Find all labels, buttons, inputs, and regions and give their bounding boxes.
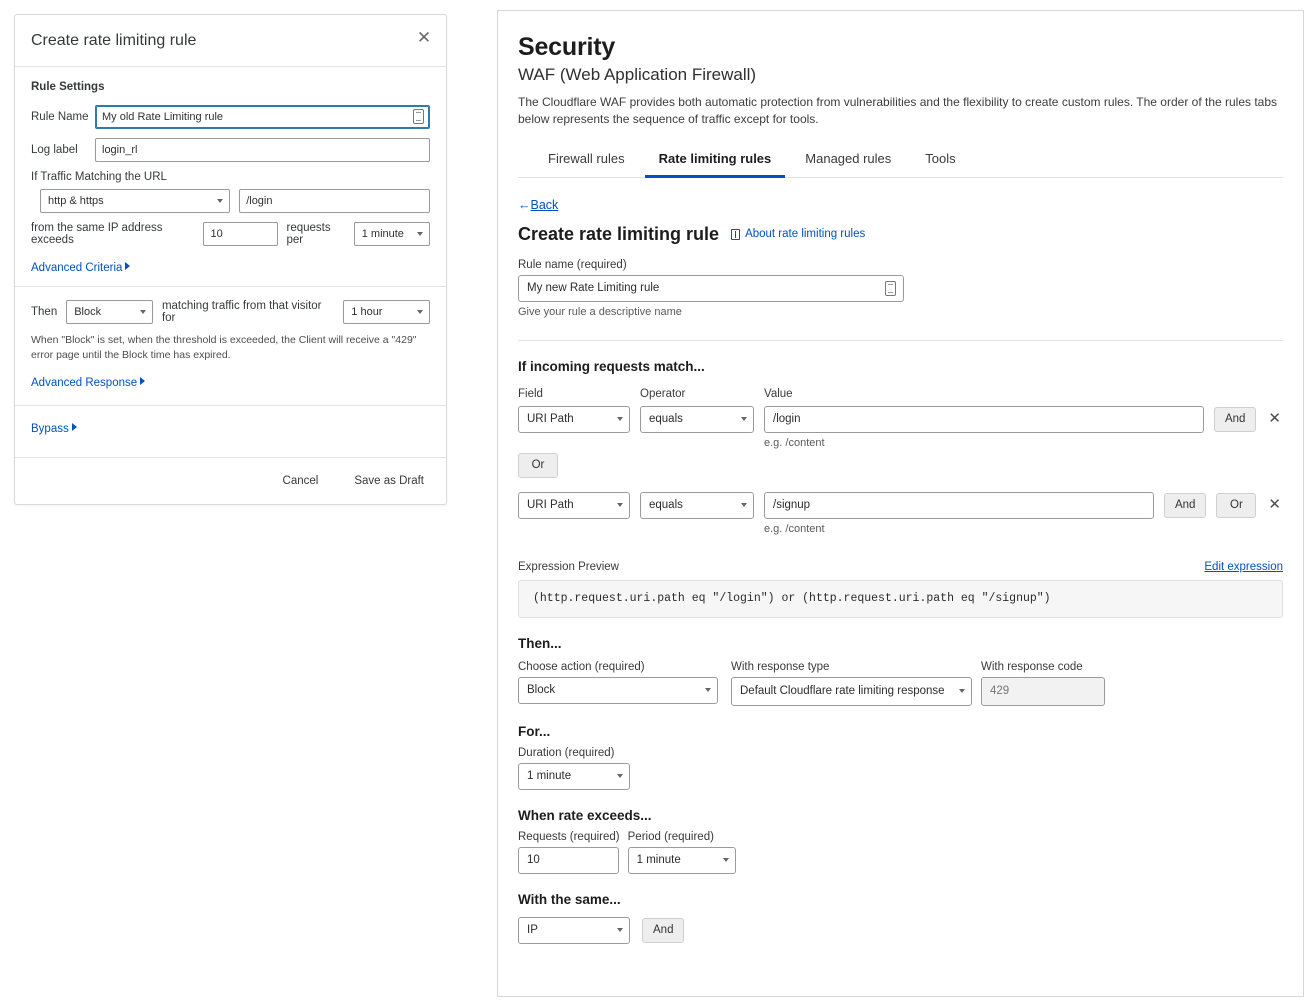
chevron-down-icon: [617, 928, 623, 932]
tab-managed-rules[interactable]: Managed rules: [805, 150, 892, 166]
threshold-row: [31, 222, 430, 246]
cancel-button[interactable]: Cancel: [277, 474, 325, 488]
chevron-down-icon: [417, 232, 423, 236]
password-manager-icon[interactable]: [413, 109, 424, 124]
rate-title: When rate exceeds...: [518, 807, 652, 823]
save-as-draft-button[interactable]: Save as Draft: [348, 474, 430, 488]
action-select[interactable]: [66, 300, 153, 324]
condition-1-value-helper: e.g. /content: [764, 436, 825, 449]
create-rule-title: Create rate limiting rule: [518, 223, 720, 244]
edit-expression-link[interactable]: Edit expression: [1204, 560, 1283, 573]
chevron-down-icon: [140, 310, 146, 314]
tab-firewall-rules[interactable]: Firewall rules: [548, 150, 625, 166]
chevron-down-icon: [723, 858, 729, 862]
then-label: Then: [31, 306, 58, 318]
waf-tabs: [518, 143, 1283, 178]
condition-2-remove-icon[interactable]: ✕: [1268, 495, 1281, 513]
divider: [15, 286, 446, 287]
legacy-modal-footer: [15, 457, 446, 504]
back-link[interactable]: ←Back: [518, 197, 559, 212]
advanced-criteria-link[interactable]: Advanced Criteria: [31, 262, 123, 274]
page-title: Security: [518, 33, 616, 61]
triangle-right-icon: [72, 423, 77, 431]
condition-row: [518, 492, 1283, 535]
legacy-modal-body: [15, 67, 446, 457]
advanced-response-link[interactable]: Advanced Response: [31, 377, 138, 390]
expression-preview-value: (http.request.uri.path eq "/login") or (http.request.uri.path eq "/signup"): [533, 592, 1051, 606]
url-match-row: [31, 189, 430, 213]
requests-input[interactable]: [518, 847, 619, 874]
scheme-select[interactable]: [40, 189, 230, 213]
period-value: 1 minute: [636, 854, 681, 867]
add-or-condition-button[interactable]: Or: [518, 453, 558, 478]
condition-row: [518, 406, 1283, 449]
duration-select[interactable]: [518, 763, 630, 790]
expression-preview-box: [518, 580, 1283, 618]
condition-1-operator-select[interactable]: [640, 406, 754, 433]
log-label-row: [31, 138, 430, 162]
period-label: Period (required): [627, 830, 714, 843]
with-same-title: With the same...: [518, 891, 621, 907]
about-rate-limiting-link[interactable]: [731, 228, 865, 240]
chevron-down-icon: [617, 417, 623, 421]
block-duration-select[interactable]: [343, 300, 430, 324]
tab-tools[interactable]: Tools: [925, 150, 956, 166]
url-input[interactable]: [239, 189, 430, 213]
period-select[interactable]: [354, 222, 430, 246]
then-row: [31, 300, 430, 324]
rule-name-input[interactable]: [95, 105, 430, 129]
for-title: For...: [518, 723, 551, 739]
rule-name-label: Rule Name: [31, 111, 89, 123]
action-label: Choose action (required): [518, 660, 645, 673]
characteristic-select[interactable]: [518, 917, 630, 944]
condition-2-or-button[interactable]: Or: [1216, 493, 1256, 518]
condition-2-operator-value: equals: [649, 499, 683, 512]
chevron-down-icon: [959, 689, 965, 693]
duration-value: 1 minute: [527, 770, 572, 783]
requests-label: Requests (required): [518, 830, 620, 843]
rule-settings-heading: Rule Settings: [31, 81, 105, 93]
about-rate-limiting-label: About rate limiting rules: [745, 228, 866, 241]
log-label-label: Log label: [31, 144, 78, 156]
chevron-down-icon: [217, 199, 223, 203]
characteristic-value: IP: [527, 924, 538, 937]
legacy-rate-limiting-modal: [14, 14, 447, 505]
from-ip-label: from the same IP address exceeds: [31, 222, 163, 246]
condition-1-value-input[interactable]: [764, 406, 1204, 433]
col-header-field: Field: [518, 387, 543, 400]
response-type-label: With response type: [731, 660, 830, 673]
chevron-down-icon: [417, 310, 423, 314]
bypass-link[interactable]: Bypass: [31, 423, 69, 436]
condition-1-field-select[interactable]: [518, 406, 630, 433]
condition-1-field-value: URI Path: [527, 413, 574, 426]
period-select-value: 1 minute: [361, 228, 404, 240]
response-type-select[interactable]: [731, 677, 972, 706]
action-select[interactable]: [518, 677, 718, 704]
rate-block: [518, 808, 1283, 874]
action-select-value: Block: [74, 306, 102, 318]
block-note: When "Block" is set, when the threshold is exceeded, the Client will receive a "429" error page until the Block time has expired.: [31, 334, 417, 362]
divider: [518, 340, 1283, 341]
scheme-select-value: http & https: [48, 195, 104, 207]
col-header-operator: Operator: [640, 387, 686, 400]
expression-preview-label: Expression Preview: [518, 560, 619, 573]
condition-2-value-helper: e.g. /content: [764, 522, 825, 535]
rule-name-row: [31, 105, 430, 129]
then-block: [518, 636, 1283, 706]
close-icon[interactable]: ✕: [414, 28, 434, 48]
condition-2-value-input[interactable]: [764, 492, 1154, 519]
matching-traffic-label: matching traffic from that visitor for: [161, 300, 322, 324]
chevron-down-icon: [617, 503, 623, 507]
traffic-matching-label: If Traffic Matching the URL: [31, 171, 167, 183]
for-block: [518, 724, 1283, 790]
password-manager-icon[interactable]: [885, 281, 896, 296]
create-rule-header: [518, 224, 1283, 245]
action-select-value: Block: [527, 684, 556, 697]
response-type-value: Default Cloudflare rate limiting response: [740, 685, 945, 698]
match-block: [518, 359, 1283, 618]
triangle-right-icon: [125, 262, 130, 270]
block-duration-value: 1 hour: [351, 306, 383, 318]
condition-1-and-button[interactable]: And: [1214, 407, 1256, 432]
condition-2-operator-select[interactable]: [640, 492, 754, 519]
requests-per-label: requests per: [286, 222, 331, 246]
condition-column-headers: [518, 388, 1283, 404]
or-row: [518, 453, 1283, 478]
tab-rate-limiting-rules[interactable]: Rate limiting rules: [645, 144, 786, 178]
rule-name-label: Rule name (required): [518, 258, 627, 271]
characteristic-and-button[interactable]: And: [642, 918, 684, 943]
condition-2-field-select[interactable]: [518, 492, 630, 519]
period-select[interactable]: [628, 847, 736, 874]
col-header-value: Value: [764, 387, 793, 400]
legacy-modal-header: [15, 15, 446, 67]
chevron-down-icon: [617, 774, 623, 778]
condition-2-and-button[interactable]: And: [1164, 493, 1206, 518]
triangle-right-icon: [140, 377, 145, 385]
with-same-block: [518, 892, 1283, 944]
chevron-down-icon: [741, 417, 747, 421]
response-code-label: With response code: [981, 660, 1083, 673]
rule-name-input[interactable]: [518, 275, 904, 302]
page-description: The Cloudflare WAF provides both automatic protection from vulnerabilities and the flexibility to create custom rules. The order of the rules tabs below represents the sequence of traffic except for tools.: [518, 95, 1278, 127]
waf-page: [497, 10, 1304, 997]
then-title: Then...: [518, 635, 562, 651]
page-subtitle: WAF (Web Application Firewall): [518, 65, 757, 84]
log-label-input[interactable]: [95, 138, 430, 162]
threshold-input[interactable]: [203, 222, 278, 246]
rule-name-group: [518, 259, 1283, 318]
chevron-down-icon: [741, 503, 747, 507]
divider: [15, 405, 446, 406]
book-icon: [731, 229, 740, 240]
back-link-label: Back: [530, 197, 559, 212]
expression-preview-header: [518, 561, 1283, 573]
legacy-modal-title: Create rate limiting rule: [31, 31, 197, 49]
condition-1-remove-icon[interactable]: ✕: [1268, 409, 1281, 427]
condition-1-operator-value: equals: [649, 413, 683, 426]
rule-name-helper: Give your rule a descriptive name: [518, 305, 682, 318]
response-code-input[interactable]: [981, 677, 1105, 706]
chevron-down-icon: [705, 688, 711, 692]
condition-2-field-value: URI Path: [527, 499, 574, 512]
match-title: If incoming requests match...: [518, 358, 705, 374]
duration-label: Duration (required): [518, 746, 615, 759]
